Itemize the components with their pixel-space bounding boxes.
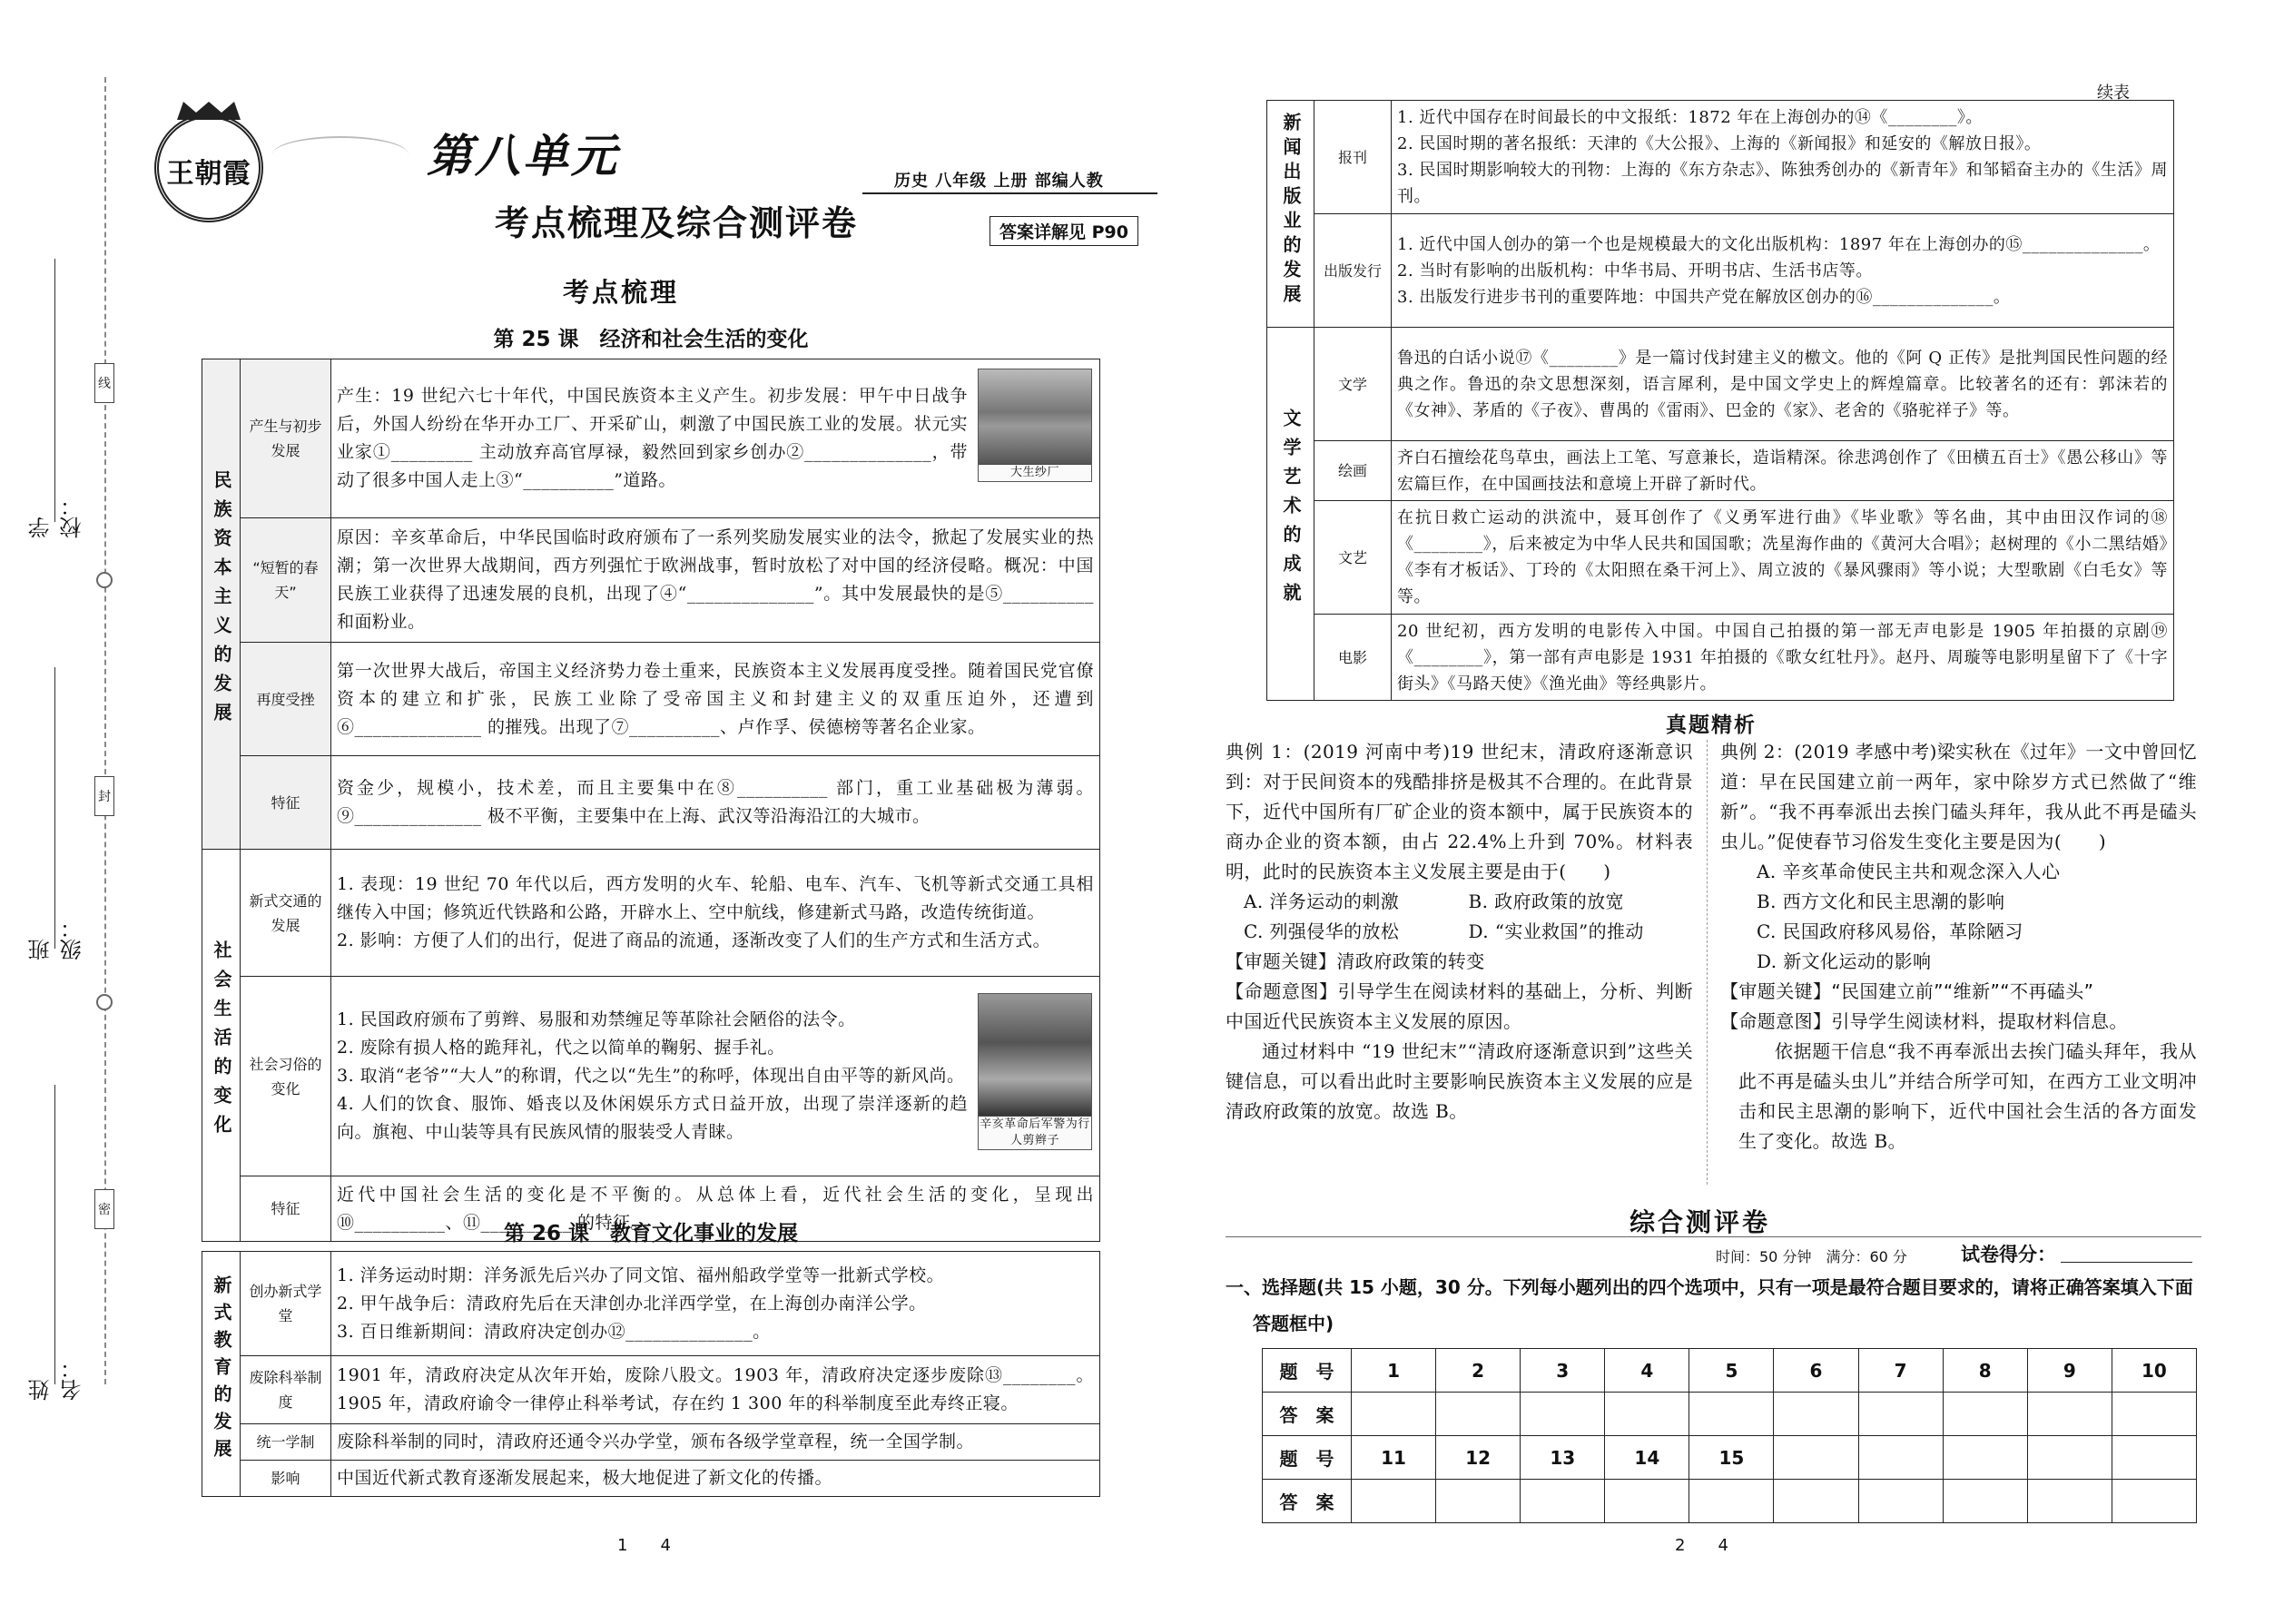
lesson-25-table <box>202 359 1100 1242</box>
answer-cell[interactable] <box>1774 1393 1858 1436</box>
content-text: 产生：19 世纪六七十年代，中国民族资本主义产生。初步发展：甲午中日战争后，外国人纷纷在华开办工厂、开采矿山，刺激了中国民族工业的发展。状元实业家①_________ 主动放弃高官厚禄，毅然回到家乡创办②______________，带动了很多中国人走上③“__________”道路。 <box>337 386 968 490</box>
binding-line <box>104 77 106 1384</box>
question-number: 15 <box>1689 1436 1774 1480</box>
category-cell: 新式教育的发展 <box>202 1252 241 1497</box>
sub-cell: 电影 <box>1314 615 1392 701</box>
content-cell: 废除科举制的同时，清政府还通令兴办学堂，颁布各级学堂章程，统一全国学制。 <box>331 1424 1100 1461</box>
answer-cell[interactable] <box>1352 1480 1436 1523</box>
answer-label: 答 案 <box>1263 1480 1352 1523</box>
logo-crown <box>177 102 241 120</box>
question-number: 5 <box>1689 1349 1774 1393</box>
answer-row <box>1263 1393 2197 1436</box>
table-row <box>202 518 1100 643</box>
answer-cell[interactable] <box>1521 1480 1605 1523</box>
answer-cell[interactable] <box>1352 1393 1436 1436</box>
content-cell: 1. 近代中国存在时间最长的中文报纸：1872 年在上海创办的⑭《________》。 2. 民国时期的著名报纸：天津的《大公报》、上海的《新闻报》和延安的《解放日报》。 3. 民国时期影响较大的刊物：上海的《东方杂志》、陈独秀创办的《新青年》和邹韬奋主办的《生活》周刊。 <box>1392 101 2174 214</box>
answer-cell[interactable] <box>1774 1480 1858 1523</box>
page-number-left: 1 4 <box>617 1536 671 1555</box>
example-1-options <box>1226 887 1693 947</box>
figure-dasheng-factory <box>978 369 1092 482</box>
table-row <box>202 756 1100 850</box>
sub-cell: 再度受挫 <box>241 643 331 756</box>
example-1 <box>1226 737 1693 1127</box>
figure-queue-cutting <box>978 993 1092 1150</box>
header-rule <box>862 192 1157 194</box>
question-number: 1 <box>1352 1349 1436 1393</box>
answer-cell[interactable] <box>1436 1393 1521 1436</box>
question-number: 8 <box>1943 1349 2027 1393</box>
table-row <box>202 359 1100 518</box>
content-cell: 20 世纪初，西方发明的电影传入中国。中国自己拍摄的第一部无声电影是 1905 年拍摄的京剧⑲《________》，第一部有声电影是 1931 年拍摄的《歌女红牡丹》。赵丹、周璇等电影明星留下了《十字街头》《马路天使》《渔光曲》等经典影片。 <box>1392 615 2174 701</box>
content-cell: 第一次世界大战后，帝国主义经济势力卷土重来，民族资本主义发展再度受挫。随着国民党官僚资本的建立和扩张，民族工业除了受帝国主义和封建主义的双重压迫外，还遭到⑥______________ 的摧残。出现了⑦__________、卢作孚、侯德榜等著名企业家。 <box>331 643 1100 756</box>
content-cell: 在抗日救亡运动的洪流中，聂耳创作了《义勇军进行曲》《毕业歌》等名曲，其中由田汉作词的⑱《________》，后来被定为中华人民共和国国歌；冼星海作曲的《黄河大合唱》；赵树理的《小二黑结婚》《李有才板话》、丁玲的《太阳照在桑干河上》、周立波的《暴风骤雨》等小说；大型歌剧《白毛女》等等。 <box>1392 501 2174 615</box>
example-1-stem: 典例 1：(2019 河南中考)19 世纪末，清政府逐渐意识到：对于民间资本的残酷排挤是极其不合理的。在此背景下，近代中国所有厂矿企业的资本额中，属于民族资本的商办企业的资本额，由占 22.4%上升到 70%。材料表明，此时的民族资本主义发展主要是由于( ) <box>1226 741 1693 882</box>
binding-mark-1: 线 <box>94 363 114 403</box>
answer-cell[interactable] <box>1689 1480 1774 1523</box>
content-cell: 鲁迅的白话小说⑰《________》是一篇讨伐封建主义的檄文。他的《阿 Q 正传》是批判国民性问题的经典之作。鲁迅的杂文思想深刻，语言犀利，是中国文学史上的辉煌篇章。比较著名的还有：郭沫若的《女神》、茅盾的《子夜》、曹禺的《雷雨》、巴金的《家》、老舍的《骆驼祥子》等。 <box>1392 328 2174 441</box>
ribbon-decoration <box>272 136 409 172</box>
example-2-key: 【审题关键】“民国建立前”“维新”“不再磕头” <box>1720 980 2094 1002</box>
lesson-26-table <box>202 1251 1100 1497</box>
answer-cell[interactable] <box>1943 1480 2027 1523</box>
course-info: 历史 八年级 上册 部编人教 <box>894 172 1104 191</box>
table-row <box>202 643 1100 756</box>
option-b: B. 西方文化和民主思潮的影响 <box>1757 891 2005 912</box>
answer-cell[interactable] <box>1521 1393 1605 1436</box>
time-info: 时间：50 分钟 满分：60 分 <box>1716 1248 1907 1265</box>
example-2-analysis: 依据题干信息“我不再奉派出去挨门磕头拜年，我从此不再是磕头虫儿”并结合所学可知，在西方工业文明冲击和民主思潮的影响下，近代中国社会生活的各方面发生了变化。故选 B。 <box>1738 1040 2197 1152</box>
answer-cell[interactable] <box>2027 1393 2112 1436</box>
option-c: C. 列强侵华的放松 <box>1244 920 1400 942</box>
option-b: B. 政府政策的放宽 <box>1468 891 1624 912</box>
table-row <box>202 1356 1100 1424</box>
question-number: 4 <box>1605 1349 1689 1393</box>
sub-cell: 创办新式学堂 <box>241 1252 331 1356</box>
question-number: 2 <box>1436 1349 1521 1393</box>
question-number <box>2112 1436 2196 1480</box>
example-1-key: 【审题关键】清政府政策的转变 <box>1226 950 1485 972</box>
table-row <box>202 977 1100 1176</box>
factory-photo <box>979 369 1091 465</box>
test-title: 综合测评卷 <box>1629 1207 1771 1237</box>
question-number-row <box>1263 1436 2197 1480</box>
binding-hole-2 <box>96 994 113 1010</box>
school-field[interactable] <box>28 259 85 538</box>
example-2-options <box>1720 857 2197 977</box>
content-cell: 中国近代新式教育逐渐发展起来，极大地促进了新文化的传播。 <box>331 1461 1100 1497</box>
option-a: A. 辛亥革命使民主共和观念深入人心 <box>1757 861 2061 882</box>
question-number: 6 <box>1774 1349 1858 1393</box>
sub-cell: “短暂的春天” <box>241 518 331 643</box>
sub-cell: 特征 <box>241 756 331 850</box>
sub-cell: 产生与初步发展 <box>241 359 331 518</box>
category-cell: 社会生活的变化 <box>202 850 241 1242</box>
class-label: 班级： <box>28 917 85 960</box>
example-2 <box>1720 737 2197 1156</box>
sub-cell: 废除科举制度 <box>241 1356 331 1424</box>
binding-mark-2: 封 <box>94 776 114 816</box>
question-label: 题 号 <box>1263 1349 1352 1393</box>
answer-cell[interactable] <box>1943 1393 2027 1436</box>
answer-cell[interactable] <box>2027 1480 2112 1523</box>
question-intro: 一、选择题(共 15 小题，30 分。下列每小题列出的四个选项中，只有一项是最符合题目要求的，请将正确答案填入下面答题框中) <box>1226 1276 2193 1334</box>
content-cell: 近代中国社会生活的变化是不平衡的。从总体上看，近代社会生活的变化，呈现出⑩__________、⑪__________ 的特征。 <box>331 1176 1100 1242</box>
question-number: 10 <box>2112 1349 2196 1393</box>
content-text: 1. 民国政府颁布了剪辫、易服和劝禁缠足等革除社会陋俗的法令。 2. 废除有损人格的跪拜礼，代之以简单的鞠躬、握手礼。 3. 取消“老爷”“大人”的称谓，代之以“先生”的称呼，体现出自由平等的新风尚。 4. 人们的饮食、服饰、婚丧以及休闲娱乐方式日益开放，出现了崇洋逐新的趋向。旗袍、中山装等具有民族风情的服装受人青睐。 <box>337 1009 968 1142</box>
question-number <box>2027 1436 2112 1480</box>
figure-caption: 大生纱厂 <box>1009 466 1059 479</box>
sub-cell: 社会习俗的变化 <box>241 977 331 1176</box>
queue-photo <box>979 994 1091 1117</box>
option-c: C. 民国政府移风易俗，革除陋习 <box>1757 920 2023 942</box>
option-d: D. “实业救国”的推动 <box>1468 920 1644 942</box>
binding-mark-3: 密 <box>94 1189 114 1229</box>
answer-cell[interactable] <box>1858 1393 1943 1436</box>
question-number <box>1858 1436 1943 1480</box>
answer-cell[interactable] <box>2112 1393 2196 1436</box>
content-cell: 1. 近代中国人创办的第一个也是规模最大的文化出版机构：1897 年在上海创办的⑮______________。 2. 当时有影响的出版机构：中华书局、开明书店、生活书店等。 3. 出版发行进步书刊的重要阵地：中国共产党在解放区创办的⑯______________。 <box>1392 214 2174 328</box>
table-row <box>1267 441 2174 501</box>
test-title-rule <box>1226 1236 2201 1237</box>
question-number: 11 <box>1352 1436 1436 1480</box>
sub-cell: 报刊 <box>1314 101 1392 214</box>
table-row <box>1267 615 2174 701</box>
content-cell: 1901 年，清政府决定从次年开始，废除八股文。1903 年，清政府决定逐步废除⑬________。1905 年，清政府谕令一律停止科举考试，存在约 1 300 年的科举制度至此寿终正寝。 <box>331 1356 1100 1424</box>
unit-title: 第八单元 <box>427 130 619 182</box>
question-label: 题 号 <box>1263 1436 1352 1480</box>
table-row <box>1267 501 2174 615</box>
figure-caption: 辛亥革命后军警为行人剪辫子 <box>980 1117 1090 1147</box>
section-title-kaodian: 考点梳理 <box>563 277 680 308</box>
answer-grid <box>1262 1348 2197 1523</box>
content-cell: 资金少，规模小，技术差，而且主要集中在⑧__________ 部门，重工业基础极为薄弱。⑨______________ 极不平衡，主要集中在上海、武汉等沿海沿江的大城市。 <box>331 756 1100 850</box>
sub-cell: 新式交通的发展 <box>241 850 331 977</box>
question-number: 3 <box>1521 1349 1605 1393</box>
answer-cell[interactable] <box>1436 1480 1521 1523</box>
category-cell: 新闻出版业的发展 <box>1267 101 1314 328</box>
score-field[interactable] <box>2061 1262 2192 1263</box>
logo-text: 王朝霞 <box>166 158 251 190</box>
sub-cell: 影响 <box>241 1461 331 1497</box>
answer-cell[interactable] <box>1605 1480 1689 1523</box>
lesson-25-title: 第 25 课 经济和社会生活的变化 <box>493 328 809 351</box>
name-label: 姓名： <box>28 1357 85 1401</box>
example-2-intent: 【命题意图】引导学生阅读材料，提取材料信息。 <box>1720 1010 2128 1032</box>
content-cell <box>331 977 1100 1176</box>
sub-cell: 文学 <box>1314 328 1392 441</box>
answer-cell[interactable] <box>1605 1393 1689 1436</box>
table-row <box>1267 328 2174 441</box>
sub-cell: 统一学制 <box>241 1424 331 1461</box>
question-number: 9 <box>2027 1349 2112 1393</box>
column-divider <box>1707 740 1708 1185</box>
page-number-right: 2 4 <box>1675 1536 1728 1555</box>
subtitle: 考点梳理及综合测评卷 <box>495 202 859 243</box>
question-number: 13 <box>1521 1436 1605 1480</box>
question-number <box>1774 1436 1858 1480</box>
question-number-row <box>1263 1349 2197 1393</box>
answer-label: 答 案 <box>1263 1393 1352 1436</box>
school-label: 学校： <box>28 495 85 538</box>
example-2-stem: 典例 2：(2019 孝感中考)梁实秋在《过年》一文中曾回忆道：早在民国建立前一两年，家中除岁方式已然做了“维新”。“我不再奉派出去挨门磕头拜年，我从此不再是磕头虫儿。”促使春节习俗发生变化主要是因为( ) <box>1720 741 2197 852</box>
answer-row <box>1263 1480 2197 1523</box>
sub-cell: 文艺 <box>1314 501 1392 615</box>
question-number: 7 <box>1858 1349 1943 1393</box>
binding-hole-1 <box>96 572 113 588</box>
category-cell: 文学艺术的成就 <box>1267 328 1314 701</box>
sub-cell: 绘画 <box>1314 441 1392 501</box>
answer-cell[interactable] <box>1858 1480 1943 1523</box>
category-cell: 民族资本主义的发展 <box>202 359 241 850</box>
sub-cell: 特征 <box>241 1176 331 1242</box>
table-row <box>1267 101 2174 214</box>
table-row <box>202 1461 1100 1497</box>
name-field[interactable] <box>28 1085 85 1401</box>
content-cell: 1. 表现：19 世纪 70 年代以后，西方发明的火车、轮船、电车、汽车、飞机等新式交通工具相继传入中国；修筑近代铁路和公路，开辟水上、空中航线，修建新式马路，改造传统街道。 2. 影响：方便了人们的出行，促进了商品的流通，逐渐改变了人们的生产方式和生活方式。 <box>331 850 1100 977</box>
option-d: D. 新文化运动的影响 <box>1757 950 1932 972</box>
question-number <box>1943 1436 2027 1480</box>
table-row <box>202 1252 1100 1356</box>
question-number: 14 <box>1605 1436 1689 1480</box>
culture-table <box>1266 100 2174 701</box>
example-1-analysis: 通过材料中 “19 世纪末”“清政府逐渐意识到”这些关键信息，可以看出此时主要影响民族资本主义发展的应是清政府政策的放宽。故选 B。 <box>1226 1040 1693 1122</box>
content-cell: 原因：辛亥革命后，中华民国临时政府颁布了一系列奖励发展实业的法令，掀起了发展实业的热潮；第一次世界大战期间，西方列强忙于欧洲战事，暂时放松了对中国的经济侵略。概况：中国民族工业获得了迅速发展的良机，出现了④“______________”。其中发展最快的是⑤__________ 和面粉业。 <box>331 518 1100 643</box>
content-cell: 齐白石擅绘花鸟草虫，画法上工笔、写意兼长，造诣精深。徐悲鸿创作了《田横五百士》《愚公移山》等宏篇巨作，在中国画技法和意境上开辟了新时代。 <box>1392 441 2174 501</box>
continued-label: 续表 <box>2097 84 2130 103</box>
example-1-intent: 【命题意图】引导学生在阅读材料的基础上，分析、判断中国近代民族资本主义发展的原因。 <box>1226 980 1693 1032</box>
zhenti-title: 真题精析 <box>1666 714 1757 737</box>
table-row <box>1267 214 2174 328</box>
content-cell: 1. 洋务运动时期：洋务派先后兴办了同文馆、福州船政学堂等一批新式学校。 2. 甲午战争后：清政府先后在天津创办北洋西学堂，在上海创办南洋公学。 3. 百日维新期间：清政府决定创办⑫______________。 <box>331 1252 1100 1356</box>
class-field[interactable] <box>28 667 85 960</box>
answer-ref: 答案详解见 P90 <box>989 216 1138 246</box>
table-row <box>202 850 1100 977</box>
score-label: 试卷得分： <box>1961 1244 2056 1265</box>
option-a: A. 洋务运动的刺激 <box>1244 891 1400 912</box>
answer-cell[interactable] <box>2112 1480 2196 1523</box>
answer-cell[interactable] <box>1689 1393 1774 1436</box>
sub-cell: 出版发行 <box>1314 214 1392 328</box>
lesson-26-title: 第 26 课 教育文化事业的发展 <box>503 1222 799 1245</box>
logo <box>154 113 263 222</box>
question-number: 12 <box>1436 1436 1521 1480</box>
content-cell <box>331 359 1100 518</box>
table-row <box>202 1424 1100 1461</box>
